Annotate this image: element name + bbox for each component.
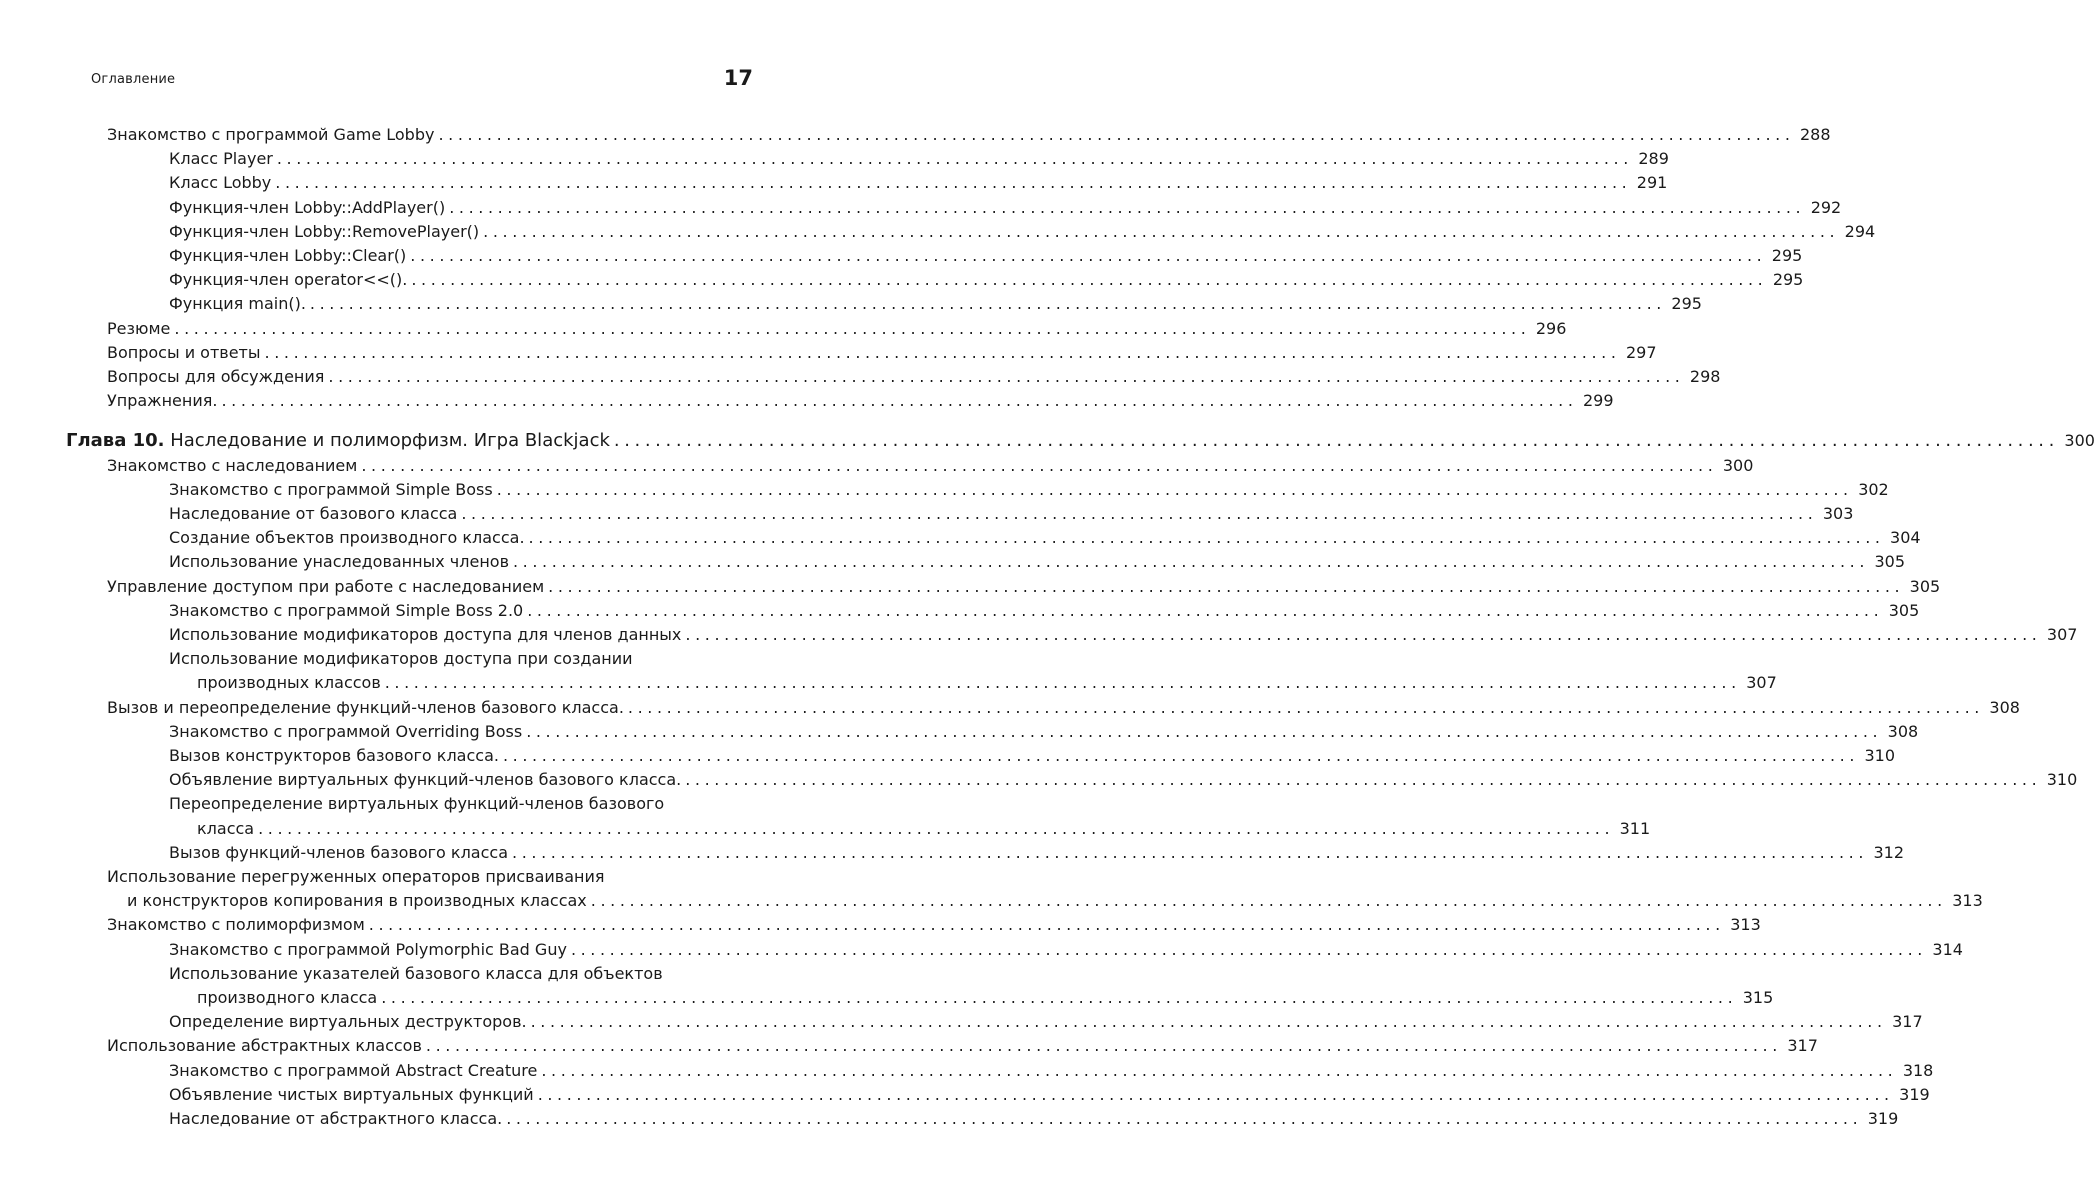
dot-leader: ............................................................................................................................................ — [276, 149, 1633, 169]
toc-page-number: 307 — [2046, 625, 2078, 644]
dot-leader: ............................................................................................................................................ — [309, 294, 1666, 314]
toc-entry[interactable] — [107, 913, 1761, 937]
dot-leader: ............................................................................................................................................ — [526, 721, 1883, 741]
dot-leader: ............................................................................................................................................ — [384, 673, 1741, 693]
toc-page-number: 314 — [1932, 939, 1963, 959]
toc-page-number: 313 — [1730, 915, 1761, 935]
toc-entry-title: Знакомство с программой Simple Boss — [169, 479, 493, 499]
dot-leader: ............................................................................................................................................ — [449, 197, 1806, 217]
dot-leader: ............................................................................................................................................ — [506, 1109, 1863, 1128]
toc-page-number: 318 — [1902, 1060, 1934, 1080]
toc-entry-title: класса — [197, 818, 255, 838]
toc-page-number: 317 — [1787, 1036, 1818, 1056]
dot-leader: ............................................................................................................................................ — [530, 1012, 1887, 1032]
toc-entry-title: Переопределение виртуальных функций-членов базового — [169, 794, 665, 814]
dot-leader: ............................................................................................................................................ — [438, 125, 1795, 144]
toc-page-number: 319 — [1867, 1109, 1899, 1128]
dot-leader: ............................................................................................................................................ — [258, 818, 1615, 838]
toc-page-number: 310 — [2046, 770, 2078, 790]
toc-page-number: 292 — [1810, 197, 1842, 217]
toc-entry-title: Функция main(). — [169, 294, 306, 314]
toc-page-number: 289 — [1638, 149, 1669, 169]
toc-page-number: 315 — [1742, 988, 1774, 1007]
toc-page-number: 296 — [1535, 318, 1567, 338]
toc-entry-title: Вопросы для обсуждения — [107, 367, 325, 386]
toc-page-number: 295 — [1671, 294, 1702, 314]
toc-entry-title: Использование перегруженных операторов присваивания — [107, 867, 605, 886]
toc-entry-title: Класс Player — [169, 149, 273, 169]
dot-leader: ............................................................................................................................................ — [627, 697, 1984, 717]
toc-entry[interactable] — [169, 744, 1895, 768]
toc-page-number: 308 — [1989, 697, 2020, 717]
toc-entry[interactable] — [169, 841, 1905, 865]
toc-entry-title: Управление доступом при работе с наследованием — [107, 576, 545, 596]
toc-entry-title: Упражнения. — [107, 391, 218, 411]
toc-entry-title: Функция-член operator<<(). — [169, 270, 408, 290]
toc-entry-title: производного класса — [197, 988, 378, 1007]
toc-entry-title: Вопросы и ответы — [107, 342, 261, 362]
dot-leader: ............................................................................................................................................ — [685, 625, 2042, 644]
running-header-title: Оглавление — [91, 72, 176, 87]
toc-entry-title: Использование абстрактных классов — [107, 1036, 422, 1056]
toc-entry-title: Определение виртуальных деструкторов. — [169, 1012, 527, 1032]
toc-entry[interactable] — [169, 268, 1804, 292]
dot-leader: ............................................................................................................................................ — [685, 770, 2042, 790]
toc-page-number: 305 — [1909, 576, 1941, 596]
toc-entry-title: Функция-член Lobby::Clear() — [169, 246, 407, 265]
dot-leader: ............................................................................................................................................ — [328, 367, 1685, 386]
toc-entry[interactable] — [169, 1059, 1934, 1083]
dot-leader: ............................................................................................................................................ — [527, 600, 1884, 620]
dot-leader: ............................................................................................................................................ — [502, 746, 1859, 765]
page-number: 17 — [723, 66, 753, 90]
toc-entry[interactable] — [169, 1107, 1899, 1131]
toc-page-number: 308 — [1887, 721, 1919, 741]
toc-page-number: 319 — [1899, 1084, 1930, 1104]
toc-page-number: 307 — [1746, 673, 1777, 693]
toc-entry[interactable] — [169, 196, 1842, 220]
dot-leader: ............................................................................................................................................ — [174, 318, 1531, 338]
toc-entry-title: Использование унаследованных членов — [169, 552, 509, 572]
toc-entry[interactable] — [169, 1083, 1930, 1107]
toc-entry[interactable] — [169, 220, 1876, 244]
toc-page-number: 291 — [1636, 173, 1668, 193]
dot-leader: ............................................................................................................................................ — [361, 455, 1718, 475]
toc-entry[interactable] — [169, 244, 1803, 268]
toc-entry[interactable] — [169, 171, 1668, 195]
dot-leader: ............................................................................................................................................ — [410, 246, 1767, 265]
toc-entry-title: Вызов функций-членов базового класса — [169, 842, 509, 862]
dot-leader: ............................................................................................................................................ — [425, 1036, 1782, 1056]
toc-page-number: 295 — [1772, 270, 1804, 290]
toc-entry-title: Знакомство с программой Abstract Creature — [169, 1060, 538, 1080]
toc-entry-title: Использование указателей базового класса для объектов — [169, 963, 663, 983]
toc-entry-title: Использование модификаторов доступа для членов данных — [169, 625, 682, 644]
toc-entry-title: и конструкторов копирования в производных классах — [127, 891, 587, 911]
toc-entry-title: производных классов — [197, 673, 381, 693]
toc-entry[interactable] — [107, 575, 1941, 599]
toc-entry-title: Объявление чистых виртуальных функций — [169, 1084, 534, 1104]
dot-leader: ............................................................................................................................................ — [548, 576, 1905, 596]
toc-page-number: 305 — [1874, 552, 1906, 572]
toc-page-number: 300 — [2064, 431, 2095, 451]
toc-entry[interactable] — [169, 478, 1889, 502]
toc-entry[interactable] — [169, 502, 1854, 526]
toc-entry-title: Объявление виртуальных функций-членов базового класса. — [169, 770, 682, 790]
toc-entry[interactable] — [107, 389, 1614, 413]
toc-entry[interactable] — [197, 671, 1777, 695]
toc-entry[interactable] — [107, 365, 1721, 389]
dot-leader: ............................................................................................................................................ — [381, 988, 1738, 1007]
toc-page-number: 313 — [1952, 891, 1983, 911]
toc-entry-title: Функция-член Lobby::RemovePlayer() — [169, 221, 480, 241]
toc-entry[interactable] — [107, 1034, 1818, 1058]
toc-page-number: 299 — [1582, 391, 1614, 411]
chapter-label: Глава 10. — [66, 430, 165, 452]
toc-page-number: 311 — [1619, 818, 1651, 838]
toc-page-number: 303 — [1822, 504, 1854, 523]
dot-leader: ............................................................................................................................................ — [590, 891, 1947, 911]
toc-entry-title: Наследование от базового класса — [169, 504, 458, 523]
chapter-title: Наследование и полиморфизм. Игра Blackjack — [170, 430, 610, 452]
toc-entry-title: Знакомство с программой Game Lobby — [107, 125, 435, 144]
toc-entry[interactable] — [169, 526, 1921, 550]
toc-entry-title: Знакомство с наследованием — [107, 455, 358, 475]
toc-page-number: 288 — [1799, 125, 1831, 144]
toc-entry[interactable] — [197, 817, 1651, 841]
toc-entry[interactable] — [197, 986, 1774, 1010]
dot-leader: ............................................................................................................................................ — [275, 173, 1632, 193]
toc-entry-title: Знакомство с полиморфизмом — [107, 915, 365, 935]
toc-entry-title: Знакомство с программой Simple Boss 2.0 — [169, 600, 524, 620]
toc-entry-title: Создание объектов производного класса. — [169, 528, 525, 548]
toc-entry-title: Вызов конструкторов базового класса. — [169, 746, 499, 765]
toc-entry[interactable] — [169, 599, 1920, 623]
dot-leader: ............................................................................................................................................ — [570, 939, 1927, 959]
toc-page-number: 294 — [1844, 221, 1876, 241]
toc-entry[interactable] — [107, 696, 2020, 720]
toc-page-number: 310 — [1864, 746, 1895, 765]
toc-entry[interactable] — [169, 147, 1669, 171]
dot-leader: ............................................................................................................................................ — [613, 430, 2059, 452]
dot-leader: ............................................................................................................................................ — [264, 342, 1621, 362]
toc-page-number: 297 — [1626, 342, 1657, 362]
toc-page-number: 300 — [1722, 455, 1754, 475]
toc-entry-title: Резюме — [107, 318, 171, 338]
toc-entry[interactable] — [107, 341, 1657, 365]
toc-page-number: 317 — [1892, 1012, 1923, 1032]
toc-entry-title: Знакомство с программой Polymorphic Bad Guy — [169, 939, 567, 959]
toc-entry[interactable] — [107, 454, 1754, 478]
toc-entry[interactable] — [169, 938, 1963, 962]
toc-page-number: 304 — [1890, 528, 1921, 548]
toc-entry[interactable] — [169, 1010, 1923, 1034]
toc-entry[interactable] — [169, 550, 1906, 574]
toc-page-number: 298 — [1689, 367, 1721, 386]
toc-chapter-entry[interactable] — [66, 429, 2095, 453]
toc-entry-title: Класс Lobby — [169, 173, 272, 193]
toc-entry[interactable] — [107, 123, 1831, 147]
dot-leader: ............................................................................................................................................ — [221, 391, 1578, 411]
dot-leader: ............................................................................................................................................ — [368, 915, 1725, 935]
toc-entry[interactable] — [169, 292, 1702, 316]
dot-leader: ............................................................................................................................................ — [528, 528, 1885, 548]
toc-entry-title: Знакомство с программой Overriding Boss — [169, 721, 523, 741]
dot-leader: ............................................................................................................................................ — [483, 221, 1840, 241]
toc-entry[interactable] — [169, 768, 2078, 792]
dot-leader: ............................................................................................................................................ — [512, 842, 1869, 862]
toc-entry[interactable] — [169, 623, 2078, 647]
toc-entry[interactable] — [107, 317, 1567, 341]
toc-page-number: 302 — [1858, 479, 1889, 499]
toc-page-number: 305 — [1888, 600, 1920, 620]
toc-entry[interactable] — [127, 889, 1983, 913]
dot-leader: ............................................................................................................................................ — [537, 1084, 1894, 1104]
dot-leader: ............................................................................................................................................ — [461, 504, 1818, 523]
dot-leader: ............................................................................................................................................ — [541, 1060, 1898, 1080]
dot-leader: ............................................................................................................................................ — [496, 479, 1853, 499]
toc-entry-title: Наследование от абстрактного класса. — [169, 1109, 503, 1128]
toc-page-number: 295 — [1771, 246, 1803, 265]
toc-entry-title: Вызов и переопределение функций-членов базового класса. — [107, 697, 624, 717]
toc-entry-title: Функция-член Lobby::AddPlayer() — [169, 197, 446, 217]
dot-leader: ............................................................................................................................................ — [513, 552, 1870, 572]
toc-entry[interactable] — [169, 720, 1919, 744]
dot-leader: ............................................................................................................................................ — [411, 270, 1768, 290]
toc-page-number: 312 — [1873, 842, 1905, 862]
toc-entry-title: Использование модификаторов доступа при создании — [169, 649, 633, 669]
